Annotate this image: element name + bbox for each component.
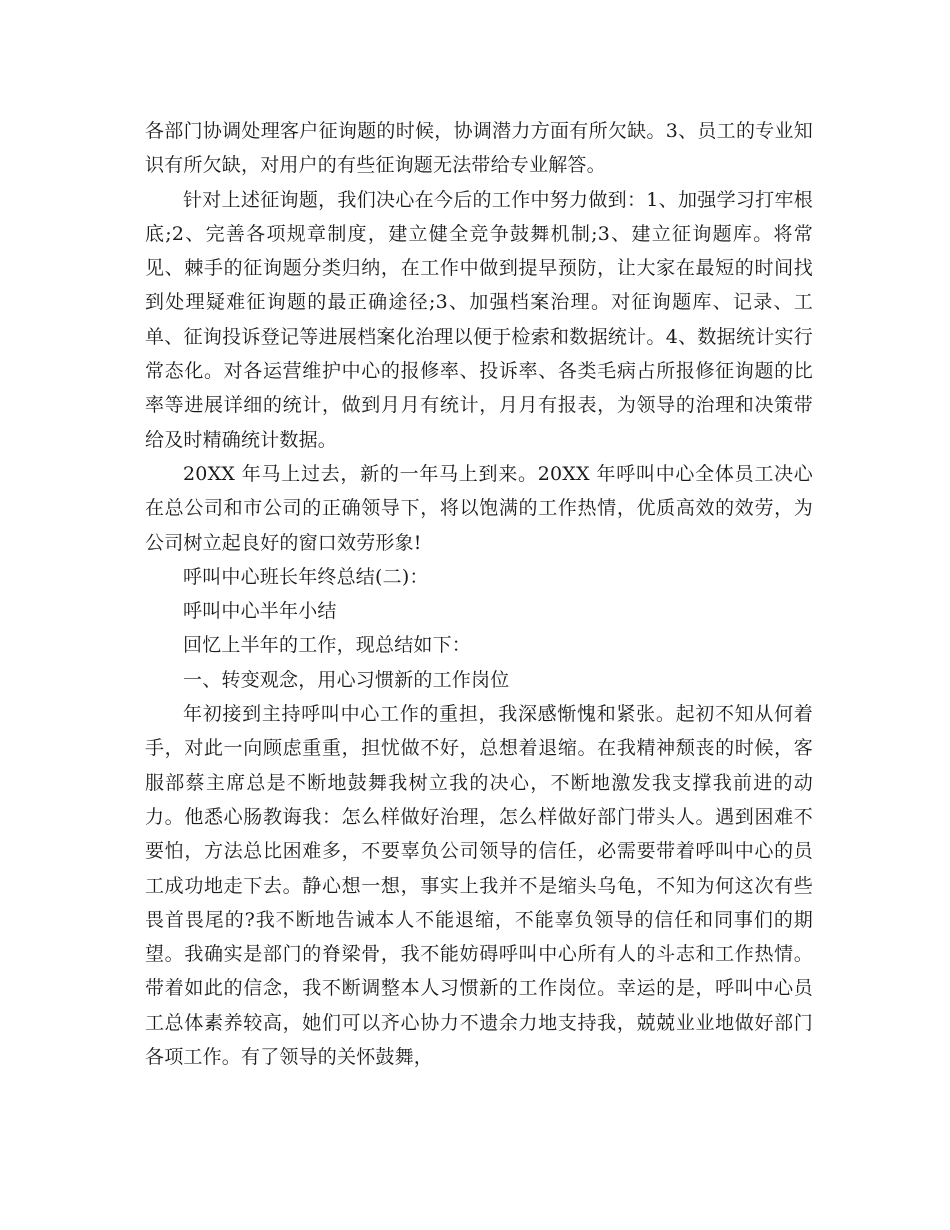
section-heading-change-mindset: 一、转变观念，用心习惯新的工作岗位 <box>183 668 510 691</box>
paragraph-improvement-measures: 针对上述征询题，我们决心在今后的工作中努力做到：1、加强学习打牢根底;2、完善各项规章制度，建立健全竞争鼓舞机制;3、建立征询题库。将常见、棘手的征询题分类归纳，在工作中做到提早预防，让大家在最短的时间找到处理疑难征询题的最正确途径;3、加强档案治理。对征询题库、记录、工单、征询投诉登记等进展档案化治理以便于检索和数据统计。4、数据统计实行常态化。对各运营维护中心的报修率、投诉率、各类毛病占所报修征询题的比率等进展详细的统计，做到月月有统计，月月有报表，为领导的治理和决策带给及时精确统计数据。 <box>145 188 813 451</box>
paragraph-new-role: 年初接到主持呼叫中心工作的重担，我深感惭愧和紧张。起初不知从何着手，对此一向顾虑重重，担忧做不好，总想着退缩。在我精神颓丧的时候，客服部蔡主席总是不断地鼓舞我树立我的决心，不断地激发我支撑我前进的动力。他悉心肠教诲我：怎么样做好治理，怎么样做好部门带头人。遇到困难不要怕，方法总比困难多，不要辜负公司领导的信任，必需要带着呼叫中心的员工成功地走下去。静心想一想，事实上我并不是缩头乌龟，不知为何这次有些畏首畏尾的?我不断地告诫本人不能退缩，不能辜负领导的信任和同事们的期望。我确实是部门的脊梁骨，我不能妨碍呼叫中心所有人的斗志和工作热情。带着如此的信念，我不断调整本人习惯新的工作岗位。幸运的是，呼叫中心员工总体素养较高，她们可以齐心协力不遗余力地支持我，兢兢业业地做好部门各项工作。有了领导的关怀鼓舞， <box>145 703 813 1069</box>
section-heading-summary-two: 呼叫中心班长年终总结(二)： <box>183 565 429 588</box>
paragraph-review-intro: 回忆上半年的工作，现总结如下： <box>183 634 472 657</box>
document-body <box>145 114 813 1074</box>
paragraph-new-year-outlook: 20XX 年马上过去，新的一年马上到来。20XX 年呼叫中心全体员工决心在总公司和市公司的正确领导下，将以饱满的工作热情，优质高效的效劳，为公司树立起良好的窗口效劳形象! <box>145 462 813 554</box>
paragraph-continuation: 各部门协调处理客户征询题的时候，协调潜力方面有所欠缺。3、员工的专业知识有所欠缺，对用户的有些征询题无法带给专业解答。 <box>145 120 813 177</box>
section-heading-half-year: 呼叫中心半年小结 <box>183 600 337 623</box>
